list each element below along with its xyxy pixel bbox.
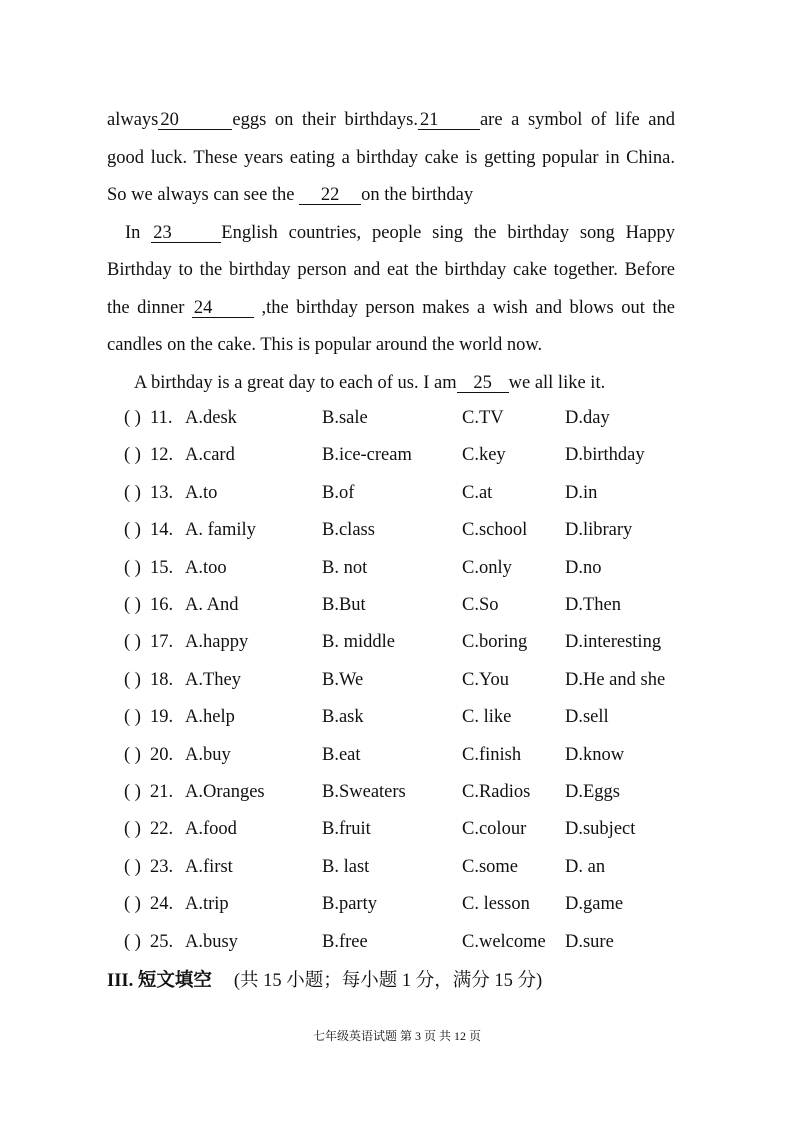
passage-line-4 (107, 215, 675, 253)
option-d: D.game (565, 894, 624, 915)
option-c: C.some (462, 856, 519, 877)
option-b: B. last (322, 856, 370, 877)
option-a: A.buy (185, 744, 231, 765)
section-note: (共 15 小题；每小题 1 分，满分 15 分) (233, 971, 543, 991)
option-a: A.trip (185, 894, 229, 915)
question-row (0, 662, 794, 699)
option-d: D.day (565, 408, 610, 428)
answer-bracket[interactable]: ( ) (124, 931, 141, 952)
question-row (0, 737, 794, 774)
answer-bracket[interactable]: ( ) (124, 894, 141, 915)
option-b: B.ask (322, 707, 364, 728)
text-span: eggs on their birthdays. (232, 110, 418, 130)
answer-bracket[interactable]: ( ) (124, 595, 141, 615)
text-span: In (125, 222, 152, 243)
answer-bracket[interactable]: ( ) (124, 520, 141, 541)
option-b: B.fruit (322, 819, 371, 840)
option-a: A.help (185, 707, 235, 728)
passage-line-1 (107, 102, 675, 140)
answer-bracket[interactable]: ( ) (124, 445, 141, 466)
text-span: ,the birthday person makes a wish and blows out the (253, 297, 675, 318)
question-number: 16. (150, 595, 174, 615)
option-c: C.TV (462, 408, 504, 428)
option-a: A.Oranges (185, 782, 265, 802)
option-a: A.food (185, 819, 237, 840)
option-b: B. middle (322, 632, 395, 653)
text-span: on the birthday (361, 185, 474, 205)
passage-line-6 (107, 290, 675, 328)
option-b: B.class (322, 520, 375, 541)
answer-bracket[interactable]: ( ) (124, 782, 141, 802)
question-number: 17. (150, 632, 174, 653)
blank-24[interactable]: 24 (192, 299, 254, 318)
option-d: D.no (565, 557, 602, 578)
option-c: C. like (462, 707, 512, 728)
question-row (0, 512, 794, 549)
passage-line-7: candles on the cake. This is popular around the world now. (107, 335, 543, 355)
question-number: 20. (150, 744, 174, 765)
section-3-heading (107, 966, 542, 996)
answer-bracket[interactable]: ( ) (124, 482, 141, 503)
option-c: C.key (462, 445, 506, 466)
answer-bracket[interactable]: ( ) (124, 856, 141, 877)
question-row (0, 811, 794, 848)
question-row (0, 624, 794, 661)
question-number: 19. (150, 707, 174, 728)
option-b: B.free (322, 931, 368, 952)
question-number: 21. (150, 782, 174, 802)
option-d: D.interesting (565, 632, 662, 653)
option-a: A.first (185, 856, 233, 877)
blank-22[interactable]: 22 (299, 186, 361, 205)
question-row (0, 587, 794, 624)
question-row (0, 886, 794, 923)
question-number: 24. (150, 894, 174, 915)
answer-bracket[interactable]: ( ) (124, 557, 141, 578)
passage-line-8 (107, 365, 675, 403)
passage-line-3 (107, 177, 675, 215)
option-c: C.So (462, 595, 499, 615)
option-a: A.too (185, 557, 227, 578)
option-d: D.He and she (565, 669, 666, 690)
option-d: D.in (565, 482, 598, 503)
passage (107, 102, 675, 402)
option-a: A. family (185, 520, 256, 541)
option-b: B.Sweaters (322, 782, 406, 802)
option-d: D.Then (565, 595, 621, 615)
option-a: A. And (185, 595, 239, 615)
blank-21[interactable]: 21 (418, 111, 480, 130)
option-a: A.desk (185, 408, 237, 428)
option-d: D.birthday (565, 445, 645, 466)
option-d: D.sell (565, 707, 609, 728)
option-c: C.finish (462, 744, 522, 765)
option-c: C.You (462, 669, 509, 690)
option-c: C.school (462, 520, 528, 541)
passage-line-2: good luck. These years eating a birthday cake is getting popular in China. (107, 147, 675, 168)
option-d: D.library (565, 520, 633, 541)
option-d: D.Eggs (565, 782, 620, 802)
option-d: D.sure (565, 931, 614, 952)
option-b: B.We (322, 669, 364, 690)
option-d: D. an (565, 856, 606, 877)
text-span: English countries, people sing the birthday song Happy (221, 222, 675, 243)
option-b: B. not (322, 557, 368, 578)
answer-bracket[interactable]: ( ) (124, 632, 141, 653)
option-c: C.boring (462, 632, 528, 653)
section-title: III. 短文填空 (107, 971, 212, 991)
page-footer: 七年级英语试题 第 3 页 共 12 页 (312, 1029, 481, 1043)
option-c: C.Radios (462, 782, 531, 802)
question-row (0, 924, 794, 961)
option-b: B.party (322, 894, 377, 915)
question-number: 18. (150, 669, 174, 690)
text-span: So we always can see the (107, 185, 300, 205)
option-d: D.subject (565, 819, 636, 840)
option-b: B.ice-cream (322, 445, 412, 466)
question-number: 22. (150, 819, 174, 840)
text-span: are a symbol of life and (479, 110, 676, 130)
option-a: A.to (185, 482, 218, 503)
question-row (0, 475, 794, 512)
option-a: A.card (185, 445, 235, 466)
option-d: D.know (565, 744, 625, 765)
question-number: 14. (150, 520, 174, 541)
option-c: C.at (462, 482, 493, 503)
answer-bracket[interactable]: ( ) (124, 819, 141, 840)
option-c: C.welcome (462, 931, 546, 952)
option-c: C.only (462, 557, 512, 578)
option-b: B.of (322, 482, 355, 503)
answer-bracket[interactable]: ( ) (124, 744, 141, 765)
option-b: B.sale (322, 408, 368, 428)
text-span: we all like it. (508, 372, 606, 393)
question-row (0, 774, 794, 811)
text-span: always (107, 110, 159, 130)
option-b: B.eat (322, 744, 361, 765)
question-number: 13. (150, 482, 174, 503)
blank-25[interactable]: 25 (457, 374, 509, 393)
question-row (0, 849, 794, 886)
option-a: A.happy (185, 632, 249, 653)
question-row (0, 400, 794, 437)
answer-bracket[interactable]: ( ) (124, 408, 141, 428)
option-a: A.They (185, 669, 241, 690)
text-span: the dinner (107, 297, 192, 318)
option-a: A.busy (185, 931, 238, 952)
question-number: 15. (150, 557, 174, 578)
question-number: 12. (150, 445, 174, 466)
blank-20[interactable]: 20 (158, 111, 232, 130)
answer-bracket[interactable]: ( ) (124, 669, 141, 690)
option-c: C. lesson (462, 894, 530, 915)
option-b: B.But (322, 595, 366, 615)
passage-line-5: Birthday to the birthday person and eat the birthday cake together. Before (107, 260, 675, 280)
question-number: 25. (150, 931, 174, 952)
question-number: 11. (150, 408, 173, 428)
blank-23[interactable]: 23 (151, 224, 221, 243)
answer-bracket[interactable]: ( ) (124, 707, 141, 728)
question-number: 23. (150, 856, 174, 877)
question-row (0, 550, 794, 587)
text-span: A birthday is a great day to each of us. I am (134, 372, 457, 393)
question-row (0, 699, 794, 736)
option-c: C.colour (462, 819, 527, 840)
question-row (0, 437, 794, 474)
